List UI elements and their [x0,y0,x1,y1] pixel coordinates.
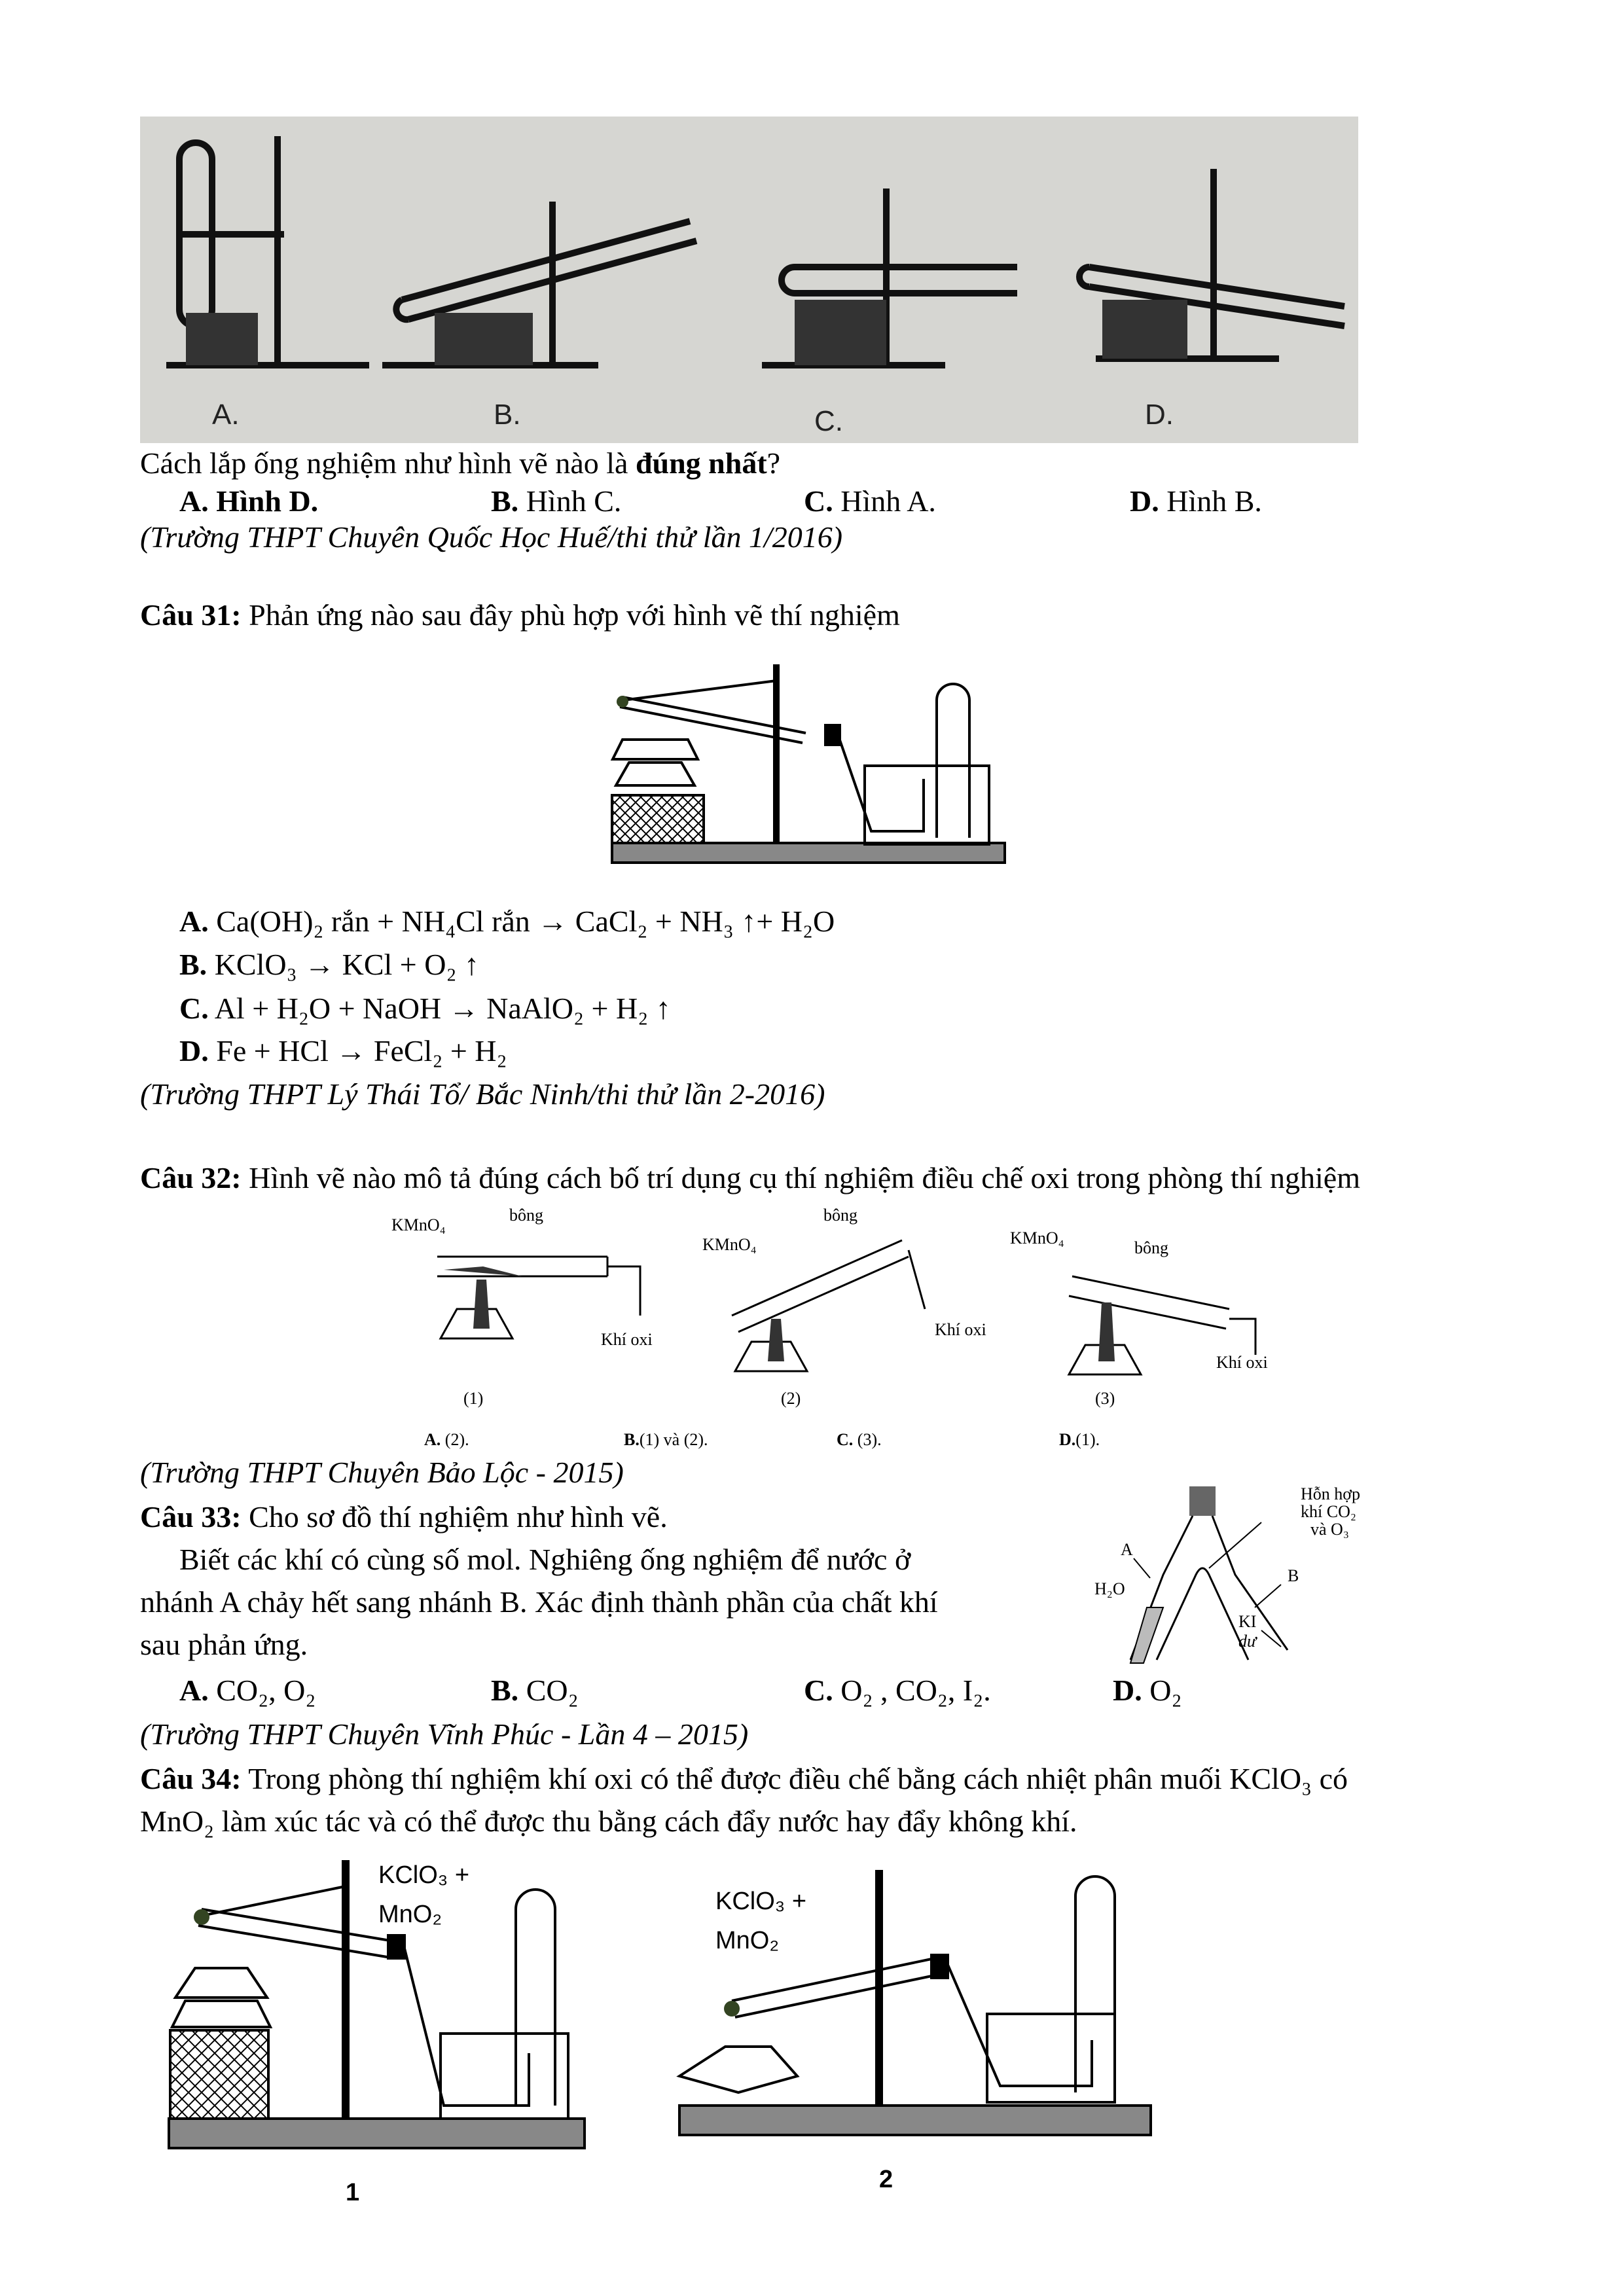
q33-ki-excess-label: dư [1238,1632,1257,1651]
q34-fig1-reagent-line2: MnO₂ [378,1901,442,1928]
q33-source: (Trường THPT Chuyên Vĩnh Phúc - Lần 4 – 2015) [140,1717,749,1751]
q30-question: Cách lắp ống nghiệm như hình vẽ nào là đúng nhất? [140,446,781,480]
q33-body-line-1: Biết các khí có cùng số mol. Nghiêng ống nghiệm để nước ở [179,1543,911,1576]
figure-label-d: D. [1145,399,1174,431]
q34-question-line-2: MnO₂ làm xúc tác và có thể được thu bằng cách đẩy nước hay đẩy không khí. [140,1804,1077,1838]
q32-fig1-gas: Khí oxi [601,1330,653,1349]
q33-body-line-2: nhánh A chảy hết sang nhánh B. Xác định thành phần của chất khí [140,1585,938,1619]
q33-mixture-line1: Hỗn hợp [1301,1484,1361,1503]
q32-option-c: C. (3). [837,1430,882,1449]
q32-fig1-cotton: bông [509,1206,543,1225]
q33-y-tube-figure [1085,1483,1373,1673]
q34-fig2-reagent-line1: KClO₃ + [715,1888,807,1915]
q32-option-d: D.(1). [1059,1430,1100,1449]
figure-label-a: A. [212,399,240,431]
q32-caption-2: (2) [781,1389,801,1408]
q33-ki-label: KI [1238,1612,1257,1631]
q30-source: (Trường THPT Chuyên Quốc Học Huế/thi thử lần 1/2016) [140,520,843,554]
q33-option-d: D. O₂ [1113,1674,1182,1707]
q32-fig2-cotton: bông [823,1206,857,1225]
q32-fig1-reagent: KMnO₄ [391,1215,446,1234]
q33-water-label: H₂O [1094,1579,1125,1598]
q34-caption-1: 1 [346,2179,360,2204]
q34-fig2-reagent-line2: MnO₂ [715,1927,780,1954]
q34-question-line-1: Câu 34: Trong phòng thí nghiệm khí oxi có thể được điều chế bằng cách nhiệt phân muối KClO₃ có [140,1762,1348,1795]
q32-apparatus-figure [391,1204,1284,1460]
q31-option-c: C. Al + H₂O + NaOH → NaAlO₂ + H₂ ↑ [179,992,671,1025]
q33-option-a: A. CO₂, O₂ [179,1674,316,1707]
q32-caption-1: (1) [463,1389,484,1408]
q31-source: (Trường THPT Lý Thái Tổ/ Bắc Ninh/thi thử lần 2-2016) [140,1077,825,1111]
q33-branch-a: A [1121,1540,1133,1559]
q32-fig2-gas: Khí oxi [935,1320,986,1339]
q32-question: Câu 32: Hình vẽ nào mô tả đúng cách bố trí dụng cụ thí nghiệm điều chế oxi trong phòng thí nghiệm [140,1161,1360,1194]
q30-option-d: D. Hình B. [1130,484,1262,518]
q31-question: Câu 31: Phản ứng nào sau đây phù hợp với hình vẽ thí nghiệm [140,598,900,632]
q33-mixture-line2: khí CO₂ [1301,1502,1356,1521]
q33-option-b: B. CO₂ [491,1674,579,1707]
q34-apparatus-figure [162,1857,1183,2204]
q31-option-d: D. Fe + HCl → FeCl₂ + H₂ [179,1034,507,1067]
q30-option-a: A. Hình D. [179,484,319,518]
q32-fig3-reagent: KMnO₄ [1010,1229,1064,1247]
q33-mixture-line3: và O₃ [1310,1520,1349,1539]
figure-label-c: C. [814,405,843,437]
q32-fig2-reagent: KMnO₄ [702,1235,757,1254]
q33-question: Câu 33: Cho sơ đồ thí nghiệm như hình vẽ. [140,1500,668,1534]
q30-option-c: C. Hình A. [804,484,936,518]
q32-fig3-gas: Khí oxi [1216,1353,1268,1372]
q32-fig3-cotton: bông [1134,1238,1168,1257]
q32-option-b: B.(1) và (2). [624,1430,708,1449]
q31-option-a: A. Ca(OH)₂ rắn + NH₄Cl rắn → CaCl₂ + NH₃ ↑+ H₂O [179,905,835,938]
q34-fig1-reagent-line1: KClO₃ + [378,1861,470,1889]
q31-option-b: B. KClO₃ → KCl + O₂ ↑ [179,948,480,981]
test-tube-setup-photo [140,117,1358,443]
q34-caption-2: 2 [879,2166,893,2193]
figure-label-b: B. [494,399,521,431]
q32-source: (Trường THPT Chuyên Bảo Lộc - 2015) [140,1456,624,1489]
q32-caption-3: (3) [1095,1389,1115,1408]
q33-body-line-3: sau phản ứng. [140,1628,308,1661]
q31-apparatus-figure [609,661,1007,870]
q30-option-b: B. Hình C. [491,484,622,518]
q32-option-a: A. (2). [424,1430,469,1449]
q33-branch-b: B [1288,1566,1299,1585]
q33-option-c: C. O₂ , CO₂, I₂. [804,1674,991,1707]
